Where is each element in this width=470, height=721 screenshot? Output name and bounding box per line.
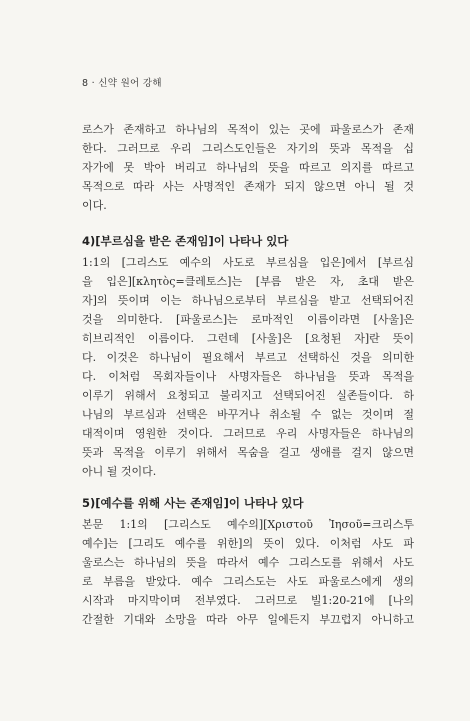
text-line: 을 입은][κλητὸς=클레토스]는 [부름 받은 자, 초대 받은 xyxy=(82,275,414,288)
paragraph-continuation xyxy=(82,120,414,215)
text-line: 목적으로 따라 사는 사명적인 존재가 되지 않으면 아니 될 것 xyxy=(82,180,414,193)
text-line: 시작과 마지막이며 전부였다. 그러므로 빌1:20-21에 [나의 xyxy=(82,594,414,607)
running-head: 8 · 신약 원어 강해 xyxy=(82,78,162,89)
text-line: 뜻과 목적을 이루기 위해서 목숨을 걸고 생애를 걸지 않으면 xyxy=(82,446,414,459)
text-line: 한다. 그러므로 우리 그리스도인들은 자기의 뜻과 목적을 십 xyxy=(82,142,414,155)
text-line: 히브리적인 이름이다. 그런데 [사울]은 [요청된 자]란 뜻이 xyxy=(82,332,414,345)
text-line: 예수]는 [그리도 예수를 위한]의 뜻이 있다. 이처럼 사도 파 xyxy=(82,537,414,550)
paragraph-called xyxy=(82,253,414,481)
section-heading-4: 4)[부르심을 받은 존재임]이 나타나 있다 xyxy=(82,234,289,248)
text-line: 나님의 부르심과 선택은 바꾸거나 취소될 수 없는 것이며 절 xyxy=(82,408,414,421)
text-line: 자]의 뜻이며 이는 하나님으로부터 부르심을 받고 선택되어진 xyxy=(82,294,414,307)
text-line: 이루기 위해서 요청되고 불리지고 선택되어진 실존들이다. 하 xyxy=(82,389,414,402)
text-line: 다. 이것은 하나님이 필요해서 부르고 선택하신 것을 의미한 xyxy=(82,351,414,364)
text-line: 것을 의미한다. [파울로스]는 로마적인 이름이라면 [사울]은 xyxy=(82,313,414,326)
text-line: 대적이며 영원한 것이다. 그러므로 우리 사명자들은 하나님의 xyxy=(82,427,414,440)
text-line: 본문 1:1의 [그리스도 예수의][Χριστοῦ Ἰησοῦ=크리스투 xyxy=(82,518,414,531)
section-heading-5: 5)[예수를 위해 사는 존재임]이 나타나 있다 xyxy=(82,496,304,510)
paragraph-for-jesus xyxy=(82,515,414,629)
text-line: 로스가 존재하고 하나님의 목적이 있는 곳에 파울로스가 존재 xyxy=(82,123,414,136)
text-line: 아니 될 것이다. xyxy=(82,465,157,478)
text-line: 간절한 기대와 소망을 따라 아무 일에든지 부끄럽지 아니하고 xyxy=(82,613,414,626)
text-line: 다. 이처럼 목회자들이나 사명자들은 하나님을 뜻과 목적을 xyxy=(82,370,414,383)
text-line: 울로스는 하나님의 뜻을 따라서 예수 그리스도를 위해서 사도 xyxy=(82,556,414,569)
text-line: 로 부름을 받았다. 예수 그리스도는 사도 파울로스에게 생의 xyxy=(82,575,414,588)
text-line: 이다. xyxy=(82,199,107,212)
text-line: 자가에 못 박아 버리고 하나님의 뜻을 따르고 의지를 따르고 xyxy=(82,161,414,174)
text-line: 1:1의 [그리스도 예수의 사도로 부르심을 입은]에서 [부르심 xyxy=(82,256,414,269)
